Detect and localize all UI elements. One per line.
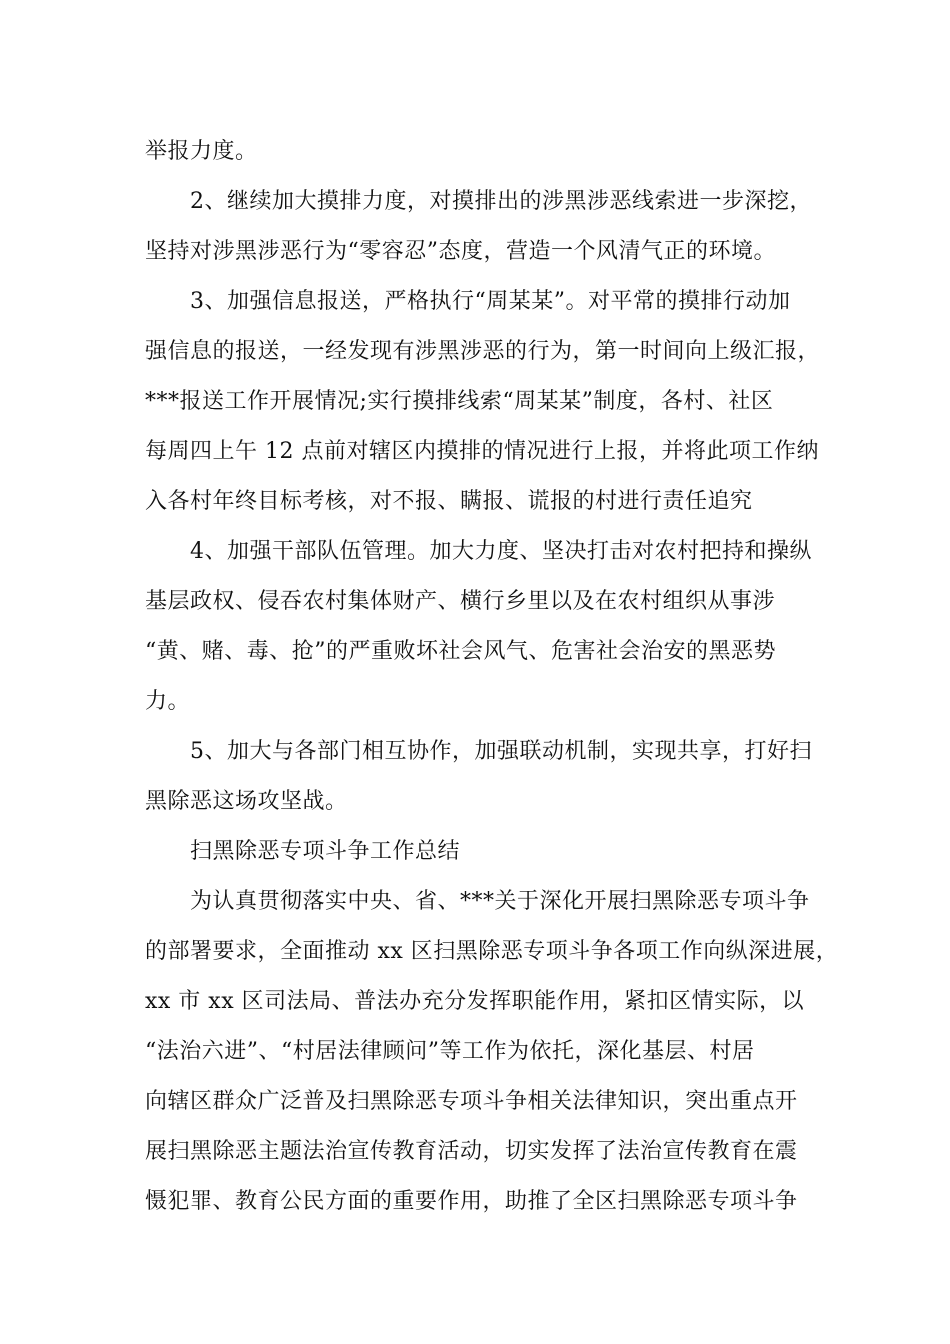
text-line: 强信息的报送，一经发现有涉黑涉恶的行为，第一时间向上级汇报， <box>145 339 821 364</box>
text-line: 2、继续加大摸排力度，对摸排出的涉黑涉恶线索进一步深挖， <box>190 189 812 214</box>
text-line: 坚持对涉黑涉恶行为“零容忍”态度，营造一个风清气正的环境。 <box>145 239 776 264</box>
text-line: ***报送工作开展情况;实行摸排线索“周某某”制度，各村、社区 <box>145 389 774 414</box>
text-line: 3、加强信息报送，严格执行“周某某”。对平常的摸排行动加 <box>190 289 791 314</box>
text-line: xx 市 xx 区司法局、普法办充分发挥职能作用，紧扣区情实际，以 <box>145 989 805 1014</box>
text-line: 力。 <box>145 689 191 714</box>
text-line: 为认真贯彻落实中央、省、***关于深化开展扫黑除恶专项斗争 <box>190 889 810 914</box>
text-line: 基层政权、侵吞农村集体财产、横行乡里以及在农村组织从事涉 <box>145 589 776 614</box>
text-line: 举报力度。 <box>145 139 258 164</box>
text-line: 的部署要求，全面推动 xx 区扫黑除恶专项斗争各项工作向纵深进展， <box>145 939 839 964</box>
text-line: 每周四上午 12 点前对辖区内摸排的情况进行上报，并将此项工作纳 <box>145 439 819 464</box>
text-line: 向辖区群众广泛普及扫黑除恶专项斗争相关法律知识，突出重点开 <box>145 1089 798 1114</box>
section-heading: 扫黑除恶专项斗争工作总结 <box>190 839 461 864</box>
text-line: 黑除恶这场攻坚战。 <box>145 789 348 814</box>
text-line: 慑犯罪、教育公民方面的重要作用，助推了全区扫黑除恶专项斗争 <box>145 1189 798 1214</box>
text-line: “法治六进”、“村居法律顾问”等工作为依托，深化基层、村居 <box>145 1039 755 1064</box>
text-line: 展扫黑除恶主题法治宣传教育活动，切实发挥了法治宣传教育在震 <box>145 1139 798 1164</box>
text-line: 入各村年终目标考核，对不报、瞒报、谎报的村进行责任追究 <box>145 489 753 514</box>
text-line: 4、加强干部队伍管理。加大力度、坚决打击对农村把持和操纵 <box>190 539 812 564</box>
text-line: “黄、赌、毒、抢”的严重败坏社会风气、危害社会治安的黑恶势 <box>145 639 776 664</box>
text-line: 5、加大与各部门相互协作，加强联动机制，实现共享，打好扫 <box>190 739 812 764</box>
